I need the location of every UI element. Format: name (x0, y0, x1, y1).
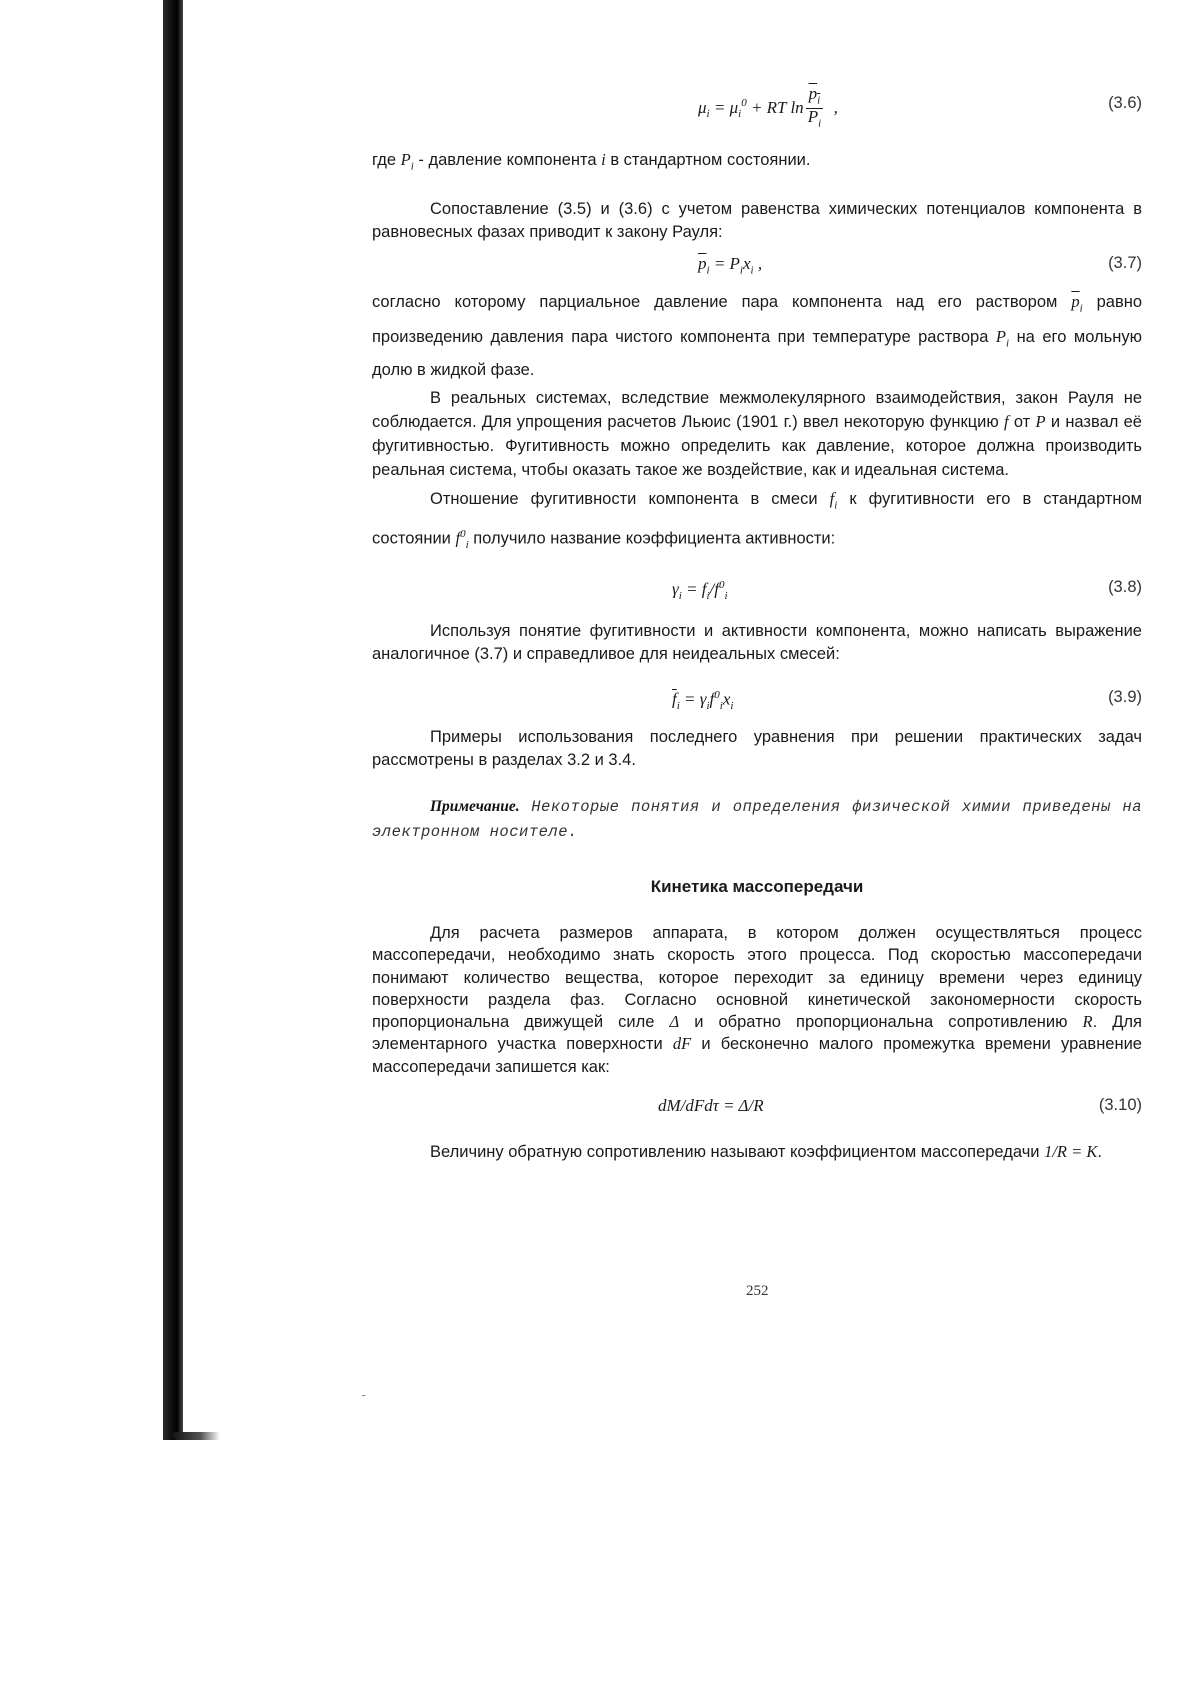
paragraph-kinetics: Для расчета размеров аппарата, в котором должен осуществляться процесс массопередачи, необходимо знать скорость этого процесса. Под скоростью массопередачи понимают количество вещества, которое переходит за единицу времени через единицу поверхности раздела фаз. Согласно основной кинетической закономерности скорость пропорциональна движущей силе Δ и обратно пропорциональна сопротивлению R. Для элементарного участка поверхности dF и бесконечно малого промежутка времени уравнение массопередачи запишется как: (372, 923, 1142, 1076)
equation-number: (3.6) (1108, 94, 1142, 112)
equation-3-7-expr: $\overline{p}_i = P_ix_i$ , (698, 254, 763, 277)
equation-3-9 (372, 676, 1142, 716)
equation-3-9-expr: $\overline{f}_i = \gamma_if^0_ix_i$ (672, 688, 734, 713)
section-heading: Кинетика массопередачи (650, 876, 864, 896)
equation-number: (3.8) (1108, 577, 1142, 596)
equation-3-10 (372, 1086, 1142, 1126)
paragraph-real-systems: В реальных системах, вследствие межмолекулярного взаимодействия, закон Рауля не соблюдается. Для упрощения расчетов Льюис (1901 г.) ввел некоторую функцию f от P и назвал её фугитивностью. Фугитивность можно определить как давление, которое должна производить реальная система, чтобы оказать такое же воздействие, как и идеальная система. (372, 388, 1142, 479)
equation-3-7 (372, 246, 1142, 280)
binding-shadow-foot (172, 1432, 220, 1440)
frac-denominator: $P_i$ (807, 107, 822, 130)
equation-3-8 (372, 566, 1142, 606)
scan-speck: ˷ (362, 1386, 366, 1397)
equation-3-6 (372, 78, 1142, 128)
equation-number: (3.7) (1108, 254, 1142, 273)
equation-number: (3.9) (1108, 687, 1142, 706)
frac-numerator: $p_i$ (806, 86, 823, 109)
equation-3-6-expr: $\mu_i = \mu_i^0$ + RT ln $\frac{p_i}{P_i}$ , (698, 84, 838, 130)
note-label: Примечание. (430, 797, 520, 815)
paragraph-examples: Примеры использования последнего уравнения при решении практических задач рассмотрены в разделах 3.2 и 3.4. (372, 727, 1142, 769)
where-line: где $P_i$ - давление компонента i в стандартном состоянии. (372, 150, 811, 173)
paragraph-using: Используя понятие фугитивности и активности компонента, можно написать выражение аналогичное (3.7) и справедливое для неидеальных смесей: (372, 621, 1142, 663)
page-body (372, 0, 1142, 1166)
page-number: 252 (746, 1283, 769, 1299)
paragraph-ratio: Отношение фугитивности компонента в смеси $f_i$ к фугитивности его в стандартном состоянии $f^0_i$ получило название коэффициента активности: (372, 488, 1142, 551)
paragraph-according: согласно которому парциальное давление пара компонента над его раствором $\overline{p}_i$ равно произведению давления пара чистого компонента при температуре раствора $P_i$ на его мольную долю в жидкой фазе. (372, 292, 1142, 379)
equation-3-10-expr: dM/dFdτ = Δ/R (658, 1096, 764, 1116)
equation-number: (3.10) (1098, 1096, 1142, 1115)
binding-shadow (163, 0, 183, 1440)
equation-3-8-expr: $\gamma_i = f_i/f^0_i$ (672, 578, 728, 603)
note (372, 794, 1142, 845)
paragraph-compare: Сопоставление (3.5) и (3.6) с учетом равенства химических потенциалов компонента в равновесных фазах приводит к закону Рауля: (372, 200, 1142, 242)
paragraph-coefficient: Величину обратную сопротивлению называют коэффициентом массопередачи 1/R = K. (430, 1142, 1102, 1162)
note-text: Некоторые понятия и определения физической химии приведены на электронном носителе. (372, 797, 1142, 841)
